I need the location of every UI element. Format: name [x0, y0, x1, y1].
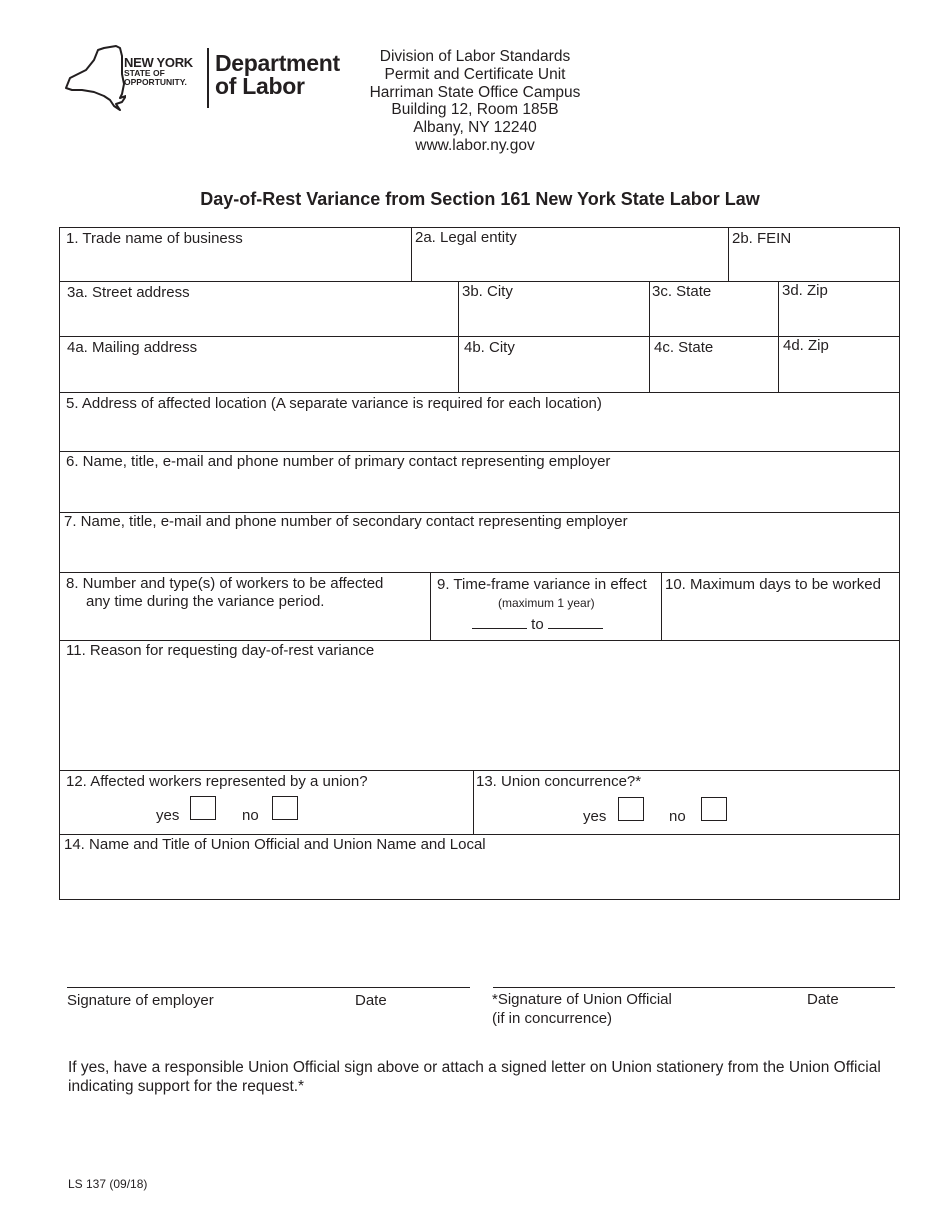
field-union-represented-label: 12. Affected workers represented by a union? — [66, 773, 368, 790]
form-number: LS 137 (09/18) — [68, 1177, 148, 1191]
field-reason-label[interactable]: 11. Reason for requesting day-of-rest variance — [66, 642, 375, 659]
field-timeframe-label[interactable]: 9. Time-frame variance in effect — [437, 576, 647, 593]
union-concurrence-yes-checkbox[interactable] — [618, 797, 644, 821]
address-line5: Albany, NY 12240 — [413, 119, 537, 137]
field-state-label[interactable]: 3c. State — [652, 283, 712, 300]
field-union-concurrence-label: 13. Union concurrence?* — [476, 773, 642, 790]
timeframe-end-blank[interactable] — [548, 616, 603, 629]
logo-ny-line2: STATE OF — [124, 68, 165, 78]
row-divider — [60, 572, 899, 573]
timeframe-start-blank[interactable] — [472, 616, 527, 629]
logo-ny-line3: OPPORTUNITY. — [124, 77, 187, 87]
union-concurrence-no-label: no — [669, 808, 686, 825]
form-title: Day-of-Rest Variance from Section 161 New York State Labor Law — [200, 189, 760, 209]
field-city-label[interactable]: 3b. City — [462, 283, 513, 300]
union-represented-no-label: no — [242, 807, 259, 824]
union-signature-line[interactable] — [493, 987, 895, 988]
address-line1: Division of Labor Standards — [379, 48, 571, 65]
logo-dept-line1: Department — [215, 50, 340, 76]
field-fein-label[interactable]: 2b. FEIN — [732, 230, 792, 247]
row-divider — [60, 392, 899, 393]
union-represented-yes-label: yes — [156, 807, 180, 824]
field-timeframe-note: (maximum 1 year) — [498, 596, 595, 610]
field-mailing-state-label[interactable]: 4c. State — [654, 339, 714, 356]
logo-divider — [207, 48, 209, 108]
field-workers-label-line1[interactable]: 8. Number and type(s) of workers to be affected — [66, 575, 384, 592]
field-legal-entity-label[interactable]: 2a. Legal entity — [415, 229, 517, 246]
col-divider — [661, 572, 662, 640]
address-line3: Harriman State Office Campus — [369, 83, 581, 101]
field-mailing-address-label[interactable]: 4a. Mailing address — [67, 339, 198, 356]
timeframe-to-text: to — [531, 616, 544, 633]
field-primary-contact-label[interactable]: 6. Name, title, e-mail and phone number of primary contact representing employer — [66, 453, 611, 470]
union-date-label: Date — [807, 991, 839, 1008]
logo-ny-line1: NEW YORK — [124, 55, 193, 70]
logo-department — [215, 52, 340, 98]
union-represented-yes-checkbox[interactable] — [190, 796, 216, 820]
col-divider — [728, 228, 729, 281]
union-signature-label: *Signature of Union Official — [492, 991, 672, 1008]
address-website[interactable]: www.labor.ny.gov — [415, 136, 535, 154]
address-line2: Permit and Certificate Unit — [384, 65, 566, 83]
employer-signature-label: Signature of employer — [67, 992, 214, 1009]
field-union-official-label[interactable]: 14. Name and Title of Union Official and Union Name and Local — [64, 836, 486, 853]
nys-dol-logo — [64, 44, 354, 112]
field-workers-label-line2: any time during the variance period. — [86, 593, 325, 610]
col-divider — [430, 572, 431, 640]
union-concurrence-yes-label: yes — [583, 808, 607, 825]
col-divider — [778, 281, 779, 392]
row-divider — [60, 770, 899, 771]
union-represented-no-checkbox[interactable] — [272, 796, 298, 820]
new-york-state-map-icon — [64, 44, 126, 112]
field-zip-label[interactable]: 3d. Zip — [782, 282, 828, 299]
field-affected-location-label[interactable]: 5. Address of affected location (A separate variance is required for each location) — [66, 395, 602, 412]
union-signature-sublabel: (if in concurrence) — [492, 1010, 613, 1027]
field-trade-name-label[interactable]: 1. Trade name of business — [66, 230, 243, 247]
field-timeframe-range[interactable] — [472, 616, 603, 634]
agency-address — [365, 48, 585, 155]
row-divider — [60, 336, 899, 337]
field-secondary-contact-label[interactable]: 7. Name, title, e-mail and phone number of secondary contact representing employer — [64, 513, 628, 530]
field-max-days-label[interactable]: 10. Maximum days to be worked — [665, 576, 881, 593]
logo-ny-text — [124, 56, 193, 87]
employer-signature-line[interactable] — [67, 987, 470, 988]
field-street-address-label[interactable]: 3a. Street address — [67, 284, 190, 301]
col-divider — [411, 228, 412, 281]
employer-date-label: Date — [355, 992, 387, 1009]
field-mailing-city-label[interactable]: 4b. City — [464, 339, 515, 356]
col-divider — [473, 770, 474, 834]
col-divider — [649, 281, 650, 392]
logo-dept-line2: of Labor — [215, 73, 305, 99]
union-instructions-note: If yes, have a responsible Union Official sign above or attach a signed letter on Union stationery from the Union Official indicating support for the request.* — [68, 1059, 881, 1095]
variance-form — [59, 227, 900, 900]
col-divider — [458, 281, 459, 392]
union-concurrence-no-checkbox[interactable] — [701, 797, 727, 821]
field-mailing-zip-label[interactable]: 4d. Zip — [783, 337, 829, 354]
address-line4: Building 12, Room 185B — [391, 101, 559, 119]
